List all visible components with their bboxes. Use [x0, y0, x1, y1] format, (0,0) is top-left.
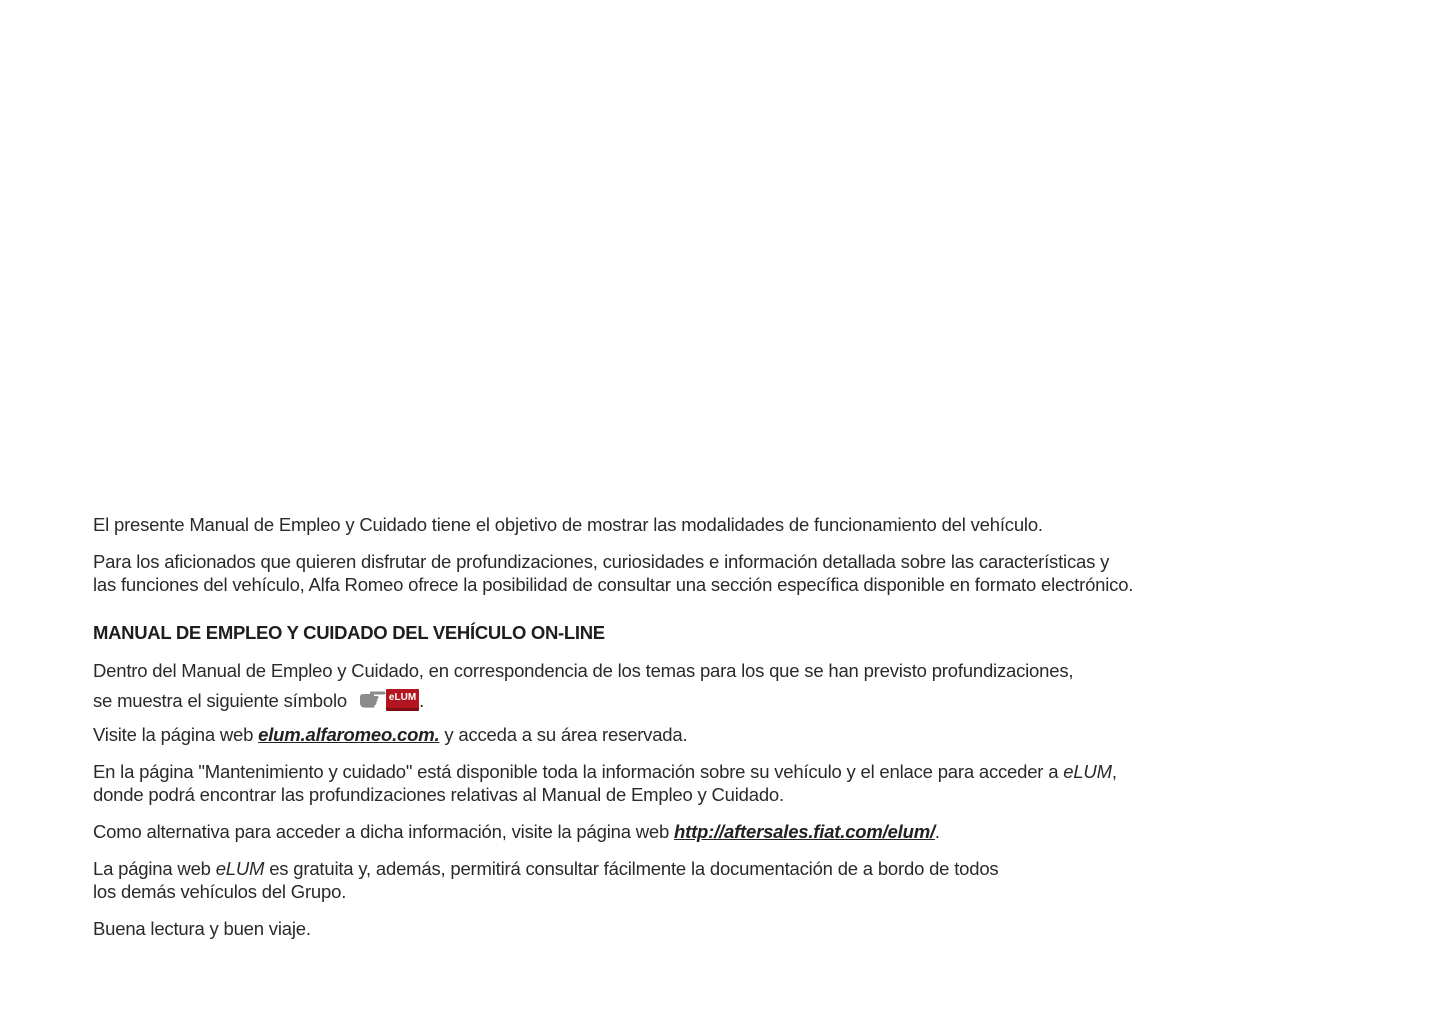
symbol-line-1: Dentro del Manual de Empleo y Cuidado, en correspondencia de los temas para los que se han previsto profundizaciones,	[93, 660, 1074, 681]
pointing-hand-icon	[358, 691, 386, 709]
closing-paragraph: Buena lectura y buen viaje.	[93, 918, 311, 939]
symbol-paragraph: Dentro del Manual de Empleo y Cuidado, en correspondencia de los temas para los que se han previsto profundizaciones, se muestra el siguiente símbolo eLUM .	[93, 660, 1074, 711]
aftersales-link[interactable]: http://aftersales.fiat.com/elum/	[674, 821, 935, 842]
section-heading: MANUAL DE EMPLEO Y CUIDADO DEL VEHÍCULO ON-LINE	[93, 622, 605, 643]
aficionados-line-1: Para los aficionados que quieren disfrutar de profundizaciones, curiosidades e información detallada sobre las características y	[93, 551, 1110, 572]
free-paragraph: La página web eLUM es gratuita y, además, permitirá consultar fácilmente la documentación de a bordo de todos los demás vehículos del Grupo.	[93, 858, 999, 902]
manual-intro-text	[93, 513, 1173, 954]
intro-paragraph: El presente Manual de Empleo y Cuidado tiene el objetivo de mostrar las modalidades de funcionamiento del vehículo.	[93, 514, 1043, 535]
aficionados-line-2: las funciones del vehículo, Alfa Romeo ofrece la posibilidad de consultar una sección específica disponible en formato electrónico.	[93, 574, 1134, 595]
maintenance-paragraph: En la página "Mantenimiento y cuidado" está disponible toda la información sobre su vehículo y el enlace para acceder a eLUM, donde podrá encontrar las profundizaciones relativas al Manual de Empleo y Cuidado.	[93, 761, 1117, 805]
elum-symbol	[358, 689, 419, 711]
visit-paragraph: Visite la página web elum.alfaromeo.com. y acceda a su área reservada.	[93, 724, 688, 745]
aficionados-paragraph	[93, 550, 1173, 596]
elum-website-link[interactable]: elum.alfaromeo.com.	[258, 724, 440, 745]
elum-badge: eLUM	[386, 689, 419, 711]
symbol-line-2: se muestra el siguiente símbolo	[93, 690, 347, 711]
alternative-paragraph: Como alternativa para acceder a dicha información, visite la página web http://aftersales.fiat.com/elum/.	[93, 821, 940, 842]
